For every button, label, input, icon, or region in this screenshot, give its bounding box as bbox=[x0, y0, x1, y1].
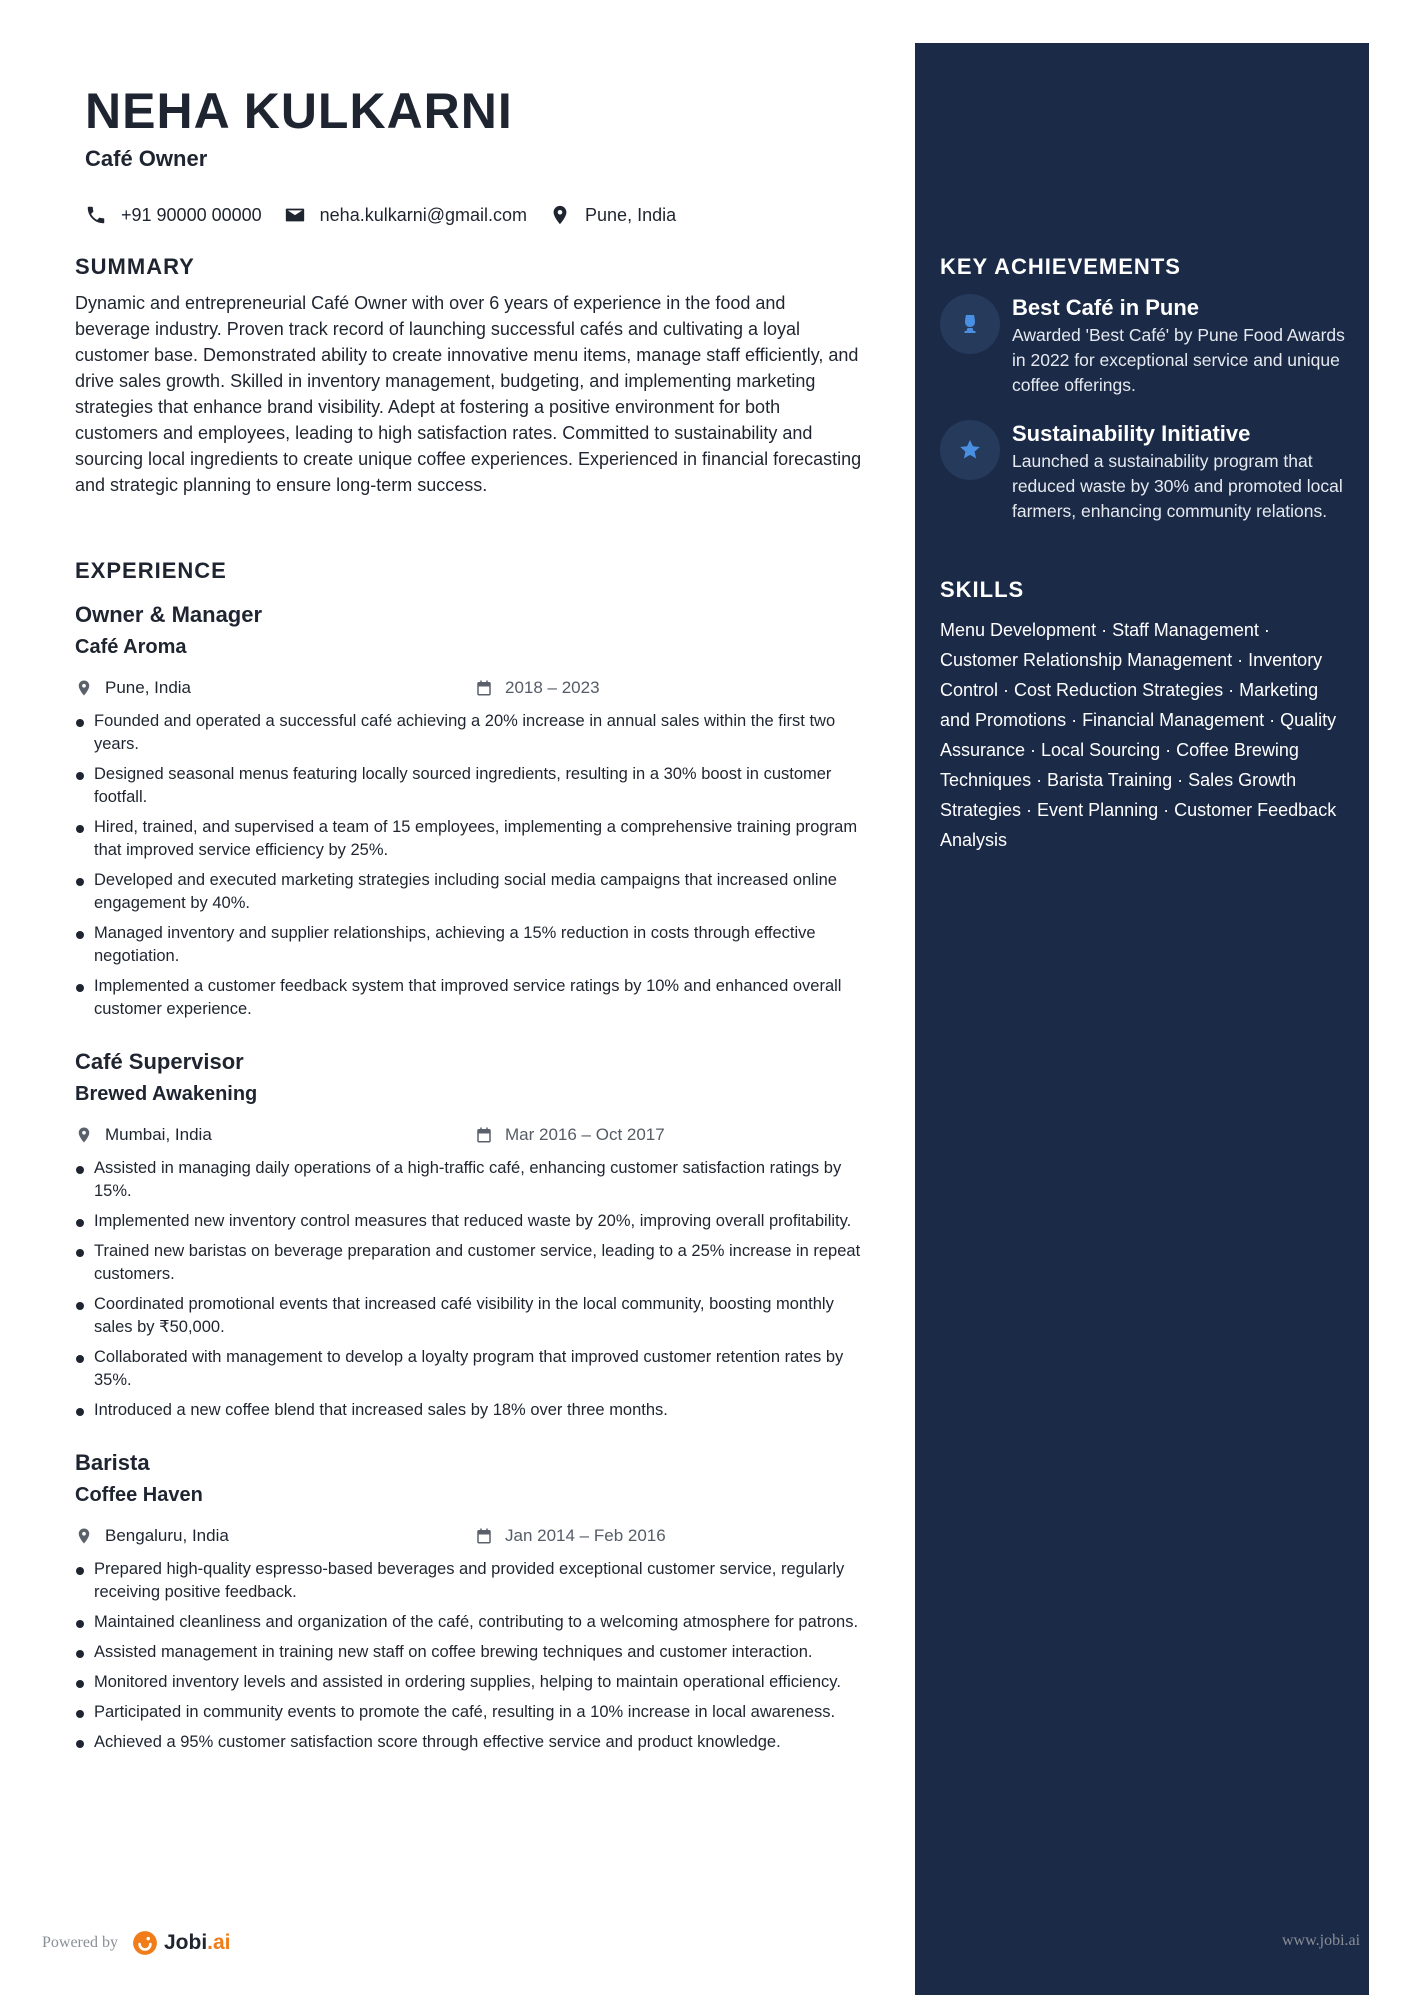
job-dates bbox=[475, 678, 600, 698]
job-bullets bbox=[75, 1558, 865, 1754]
brand-name bbox=[164, 1931, 231, 1955]
calendar-icon bbox=[475, 1126, 493, 1144]
brand-name-suffix: .ai bbox=[207, 1931, 231, 1954]
job-title: Owner & Manager bbox=[75, 602, 263, 627]
job-bullet: Assisted management in training new staff on coffee brewing techniques and customer interaction. bbox=[75, 1641, 865, 1664]
job-company: Coffee Haven bbox=[75, 1484, 203, 1506]
footer-branding bbox=[42, 1930, 231, 1956]
achievement-description: Launched a sustainability program that reduced waste by 30% and promoted local farmers, enhancing community relations. bbox=[1012, 451, 1343, 521]
job-location-text: Bengaluru, India bbox=[105, 1526, 229, 1545]
job-bullet: Prepared high-quality espresso-based beverages and provided exceptional customer service, regularly receiving positive feedback. bbox=[75, 1558, 865, 1604]
summary-heading: SUMMARY bbox=[75, 254, 195, 279]
job-location-text: Pune, India bbox=[105, 678, 192, 697]
skills-section bbox=[940, 577, 1350, 855]
location-pin-icon bbox=[75, 1527, 93, 1545]
star-icon bbox=[958, 438, 982, 462]
job-bullet: Managed inventory and supplier relationships, achieving a 15% reduction in costs through effective negotiation. bbox=[75, 922, 865, 968]
job-bullet: Participated in community events to promote the café, resulting in a 10% increase in local awareness. bbox=[75, 1701, 865, 1724]
job-company: Brewed Awakening bbox=[75, 1083, 258, 1105]
candidate-role: Café Owner bbox=[85, 146, 208, 171]
location-pin-icon bbox=[549, 204, 571, 226]
job-dates bbox=[475, 1125, 665, 1145]
job-location-text: Mumbai, India bbox=[105, 1125, 212, 1144]
experience-section bbox=[75, 558, 865, 1761]
job-company: Café Aroma bbox=[75, 636, 187, 658]
job-bullet: Trained new baristas on beverage preparation and customer service, leading to a 25% increase in repeat customers. bbox=[75, 1240, 865, 1286]
job-bullet: Implemented new inventory control measures that reduced waste by 20%, improving overall profitability. bbox=[75, 1210, 865, 1233]
job-bullet: Assisted in managing daily operations of a high-traffic café, enhancing customer satisfaction ratings by 15%. bbox=[75, 1157, 865, 1203]
achievement-description: Awarded 'Best Café' by Pune Food Awards in 2022 for exceptional service and unique coffee offerings. bbox=[1012, 325, 1345, 395]
achievement-item bbox=[940, 294, 1350, 398]
skills-heading: SKILLS bbox=[940, 577, 1025, 602]
job-bullet: Implemented a customer feedback system that improved service ratings by 10% and enhanced overall customer experience. bbox=[75, 975, 865, 1021]
contact-email bbox=[284, 204, 527, 226]
summary-text: Dynamic and entrepreneurial Café Owner with over 6 years of experience in the food and beverage industry. Proven track record of launching successful cafés and cultivating a loyal customer base. Demonstrated ability to create innovative menu items, manage staff efficiently, and drive sales growth. Skilled in inventory management, budgeting, and implementing marketing strategies that enhance brand visibility. Adept at fostering a positive environment for both customers and employees, leading to high satisfaction rates. Committed to sustainability and sourcing local ingredients to create unique coffee experiences. Experienced in financial forecasting and strategic planning to ensure long-term success. bbox=[75, 293, 862, 495]
job-bullet: Developed and executed marketing strategies including social media campaigns that increased online engagement by 40%. bbox=[75, 869, 865, 915]
job-bullet: Maintained cleanliness and organization of the café, contributing to a welcoming atmosphere for patrons. bbox=[75, 1611, 865, 1634]
job-bullet: Introduced a new coffee blend that increased sales by 18% over three months. bbox=[75, 1399, 865, 1422]
footer-website[interactable]: www.jobi.ai bbox=[1282, 1932, 1361, 1949]
job-title: Café Supervisor bbox=[75, 1049, 244, 1074]
job-dates-text: Jan 2014 – Feb 2016 bbox=[505, 1526, 666, 1545]
achievement-content bbox=[1012, 294, 1350, 398]
job-title: Barista bbox=[75, 1450, 150, 1475]
job-dates bbox=[475, 1526, 666, 1546]
phone-icon bbox=[85, 204, 107, 226]
skills-list: Menu Development · Staff Management · Customer Relationship Management · Inventory Control · Cost Reduction Strategies · Marketing and Promotions · Financial Management · Quality Assurance · Local Sourcing · Coffee Brewing Techniques · Barista Training · Sales Growth Strategies · Event Planning · Customer Feedback Analysis bbox=[940, 620, 1337, 850]
contact-phone bbox=[85, 204, 262, 226]
summary-section bbox=[75, 254, 865, 498]
email-text: neha.kulkarni@gmail.com bbox=[319, 204, 528, 225]
job-meta bbox=[75, 1123, 865, 1147]
job-dates-text: 2018 – 2023 bbox=[505, 678, 600, 697]
job-bullet: Founded and operated a successful café achieving a 20% increase in annual sales within the first two years. bbox=[75, 710, 865, 756]
job-location bbox=[75, 1125, 475, 1145]
location-text: Pune, India bbox=[585, 204, 677, 225]
achievement-item bbox=[940, 420, 1350, 524]
experience-heading: EXPERIENCE bbox=[75, 558, 227, 583]
job-bullet: Collaborated with management to develop a loyalty program that improved customer retention rates by 35%. bbox=[75, 1346, 865, 1392]
job-entry bbox=[75, 600, 865, 1021]
achievement-icon-circle bbox=[940, 294, 1000, 354]
job-dates-text: Mar 2016 – Oct 2017 bbox=[505, 1125, 665, 1144]
achievement-icon-circle bbox=[940, 420, 1000, 480]
location-pin-icon bbox=[75, 679, 93, 697]
job-entry bbox=[75, 1448, 865, 1754]
job-meta bbox=[75, 1524, 865, 1548]
email-icon bbox=[284, 204, 306, 226]
contact-location bbox=[549, 204, 676, 226]
achievement-title: Sustainability Initiative bbox=[1012, 421, 1251, 446]
achievements-heading: KEY ACHIEVEMENTS bbox=[940, 254, 1181, 279]
calendar-icon bbox=[475, 679, 493, 697]
achievements-section bbox=[940, 254, 1350, 524]
job-bullets bbox=[75, 710, 865, 1021]
job-meta bbox=[75, 676, 865, 700]
job-bullet: Achieved a 95% customer satisfaction score through effective service and product knowledge. bbox=[75, 1731, 865, 1754]
powered-by-text: Powered by bbox=[42, 1934, 118, 1951]
job-bullet: Designed seasonal menus featuring locally sourced ingredients, resulting in a 30% boost in customer footfall. bbox=[75, 763, 865, 809]
jobi-logo-icon bbox=[132, 1930, 158, 1956]
job-bullet: Coordinated promotional events that increased café visibility in the local community, boosting monthly sales by ₹50,000. bbox=[75, 1293, 865, 1339]
candidate-name: NEHA KULKARNI bbox=[85, 83, 513, 139]
contact-row bbox=[85, 204, 698, 226]
location-pin-icon bbox=[75, 1126, 93, 1144]
achievement-content bbox=[1012, 420, 1350, 524]
phone-text: +91 90000 00000 bbox=[121, 204, 262, 225]
job-bullet: Hired, trained, and supervised a team of 15 employees, implementing a comprehensive training program that improved service efficiency by 25%. bbox=[75, 816, 865, 862]
brand-name-main: Jobi bbox=[163, 1931, 208, 1954]
job-entry bbox=[75, 1047, 865, 1422]
trophy-icon bbox=[958, 312, 982, 336]
achievement-title: Best Café in Pune bbox=[1012, 295, 1200, 320]
job-location bbox=[75, 678, 475, 698]
job-bullet: Monitored inventory levels and assisted in ordering supplies, helping to maintain operational efficiency. bbox=[75, 1671, 865, 1694]
calendar-icon bbox=[475, 1527, 493, 1545]
job-location bbox=[75, 1526, 475, 1546]
job-bullets bbox=[75, 1157, 865, 1422]
